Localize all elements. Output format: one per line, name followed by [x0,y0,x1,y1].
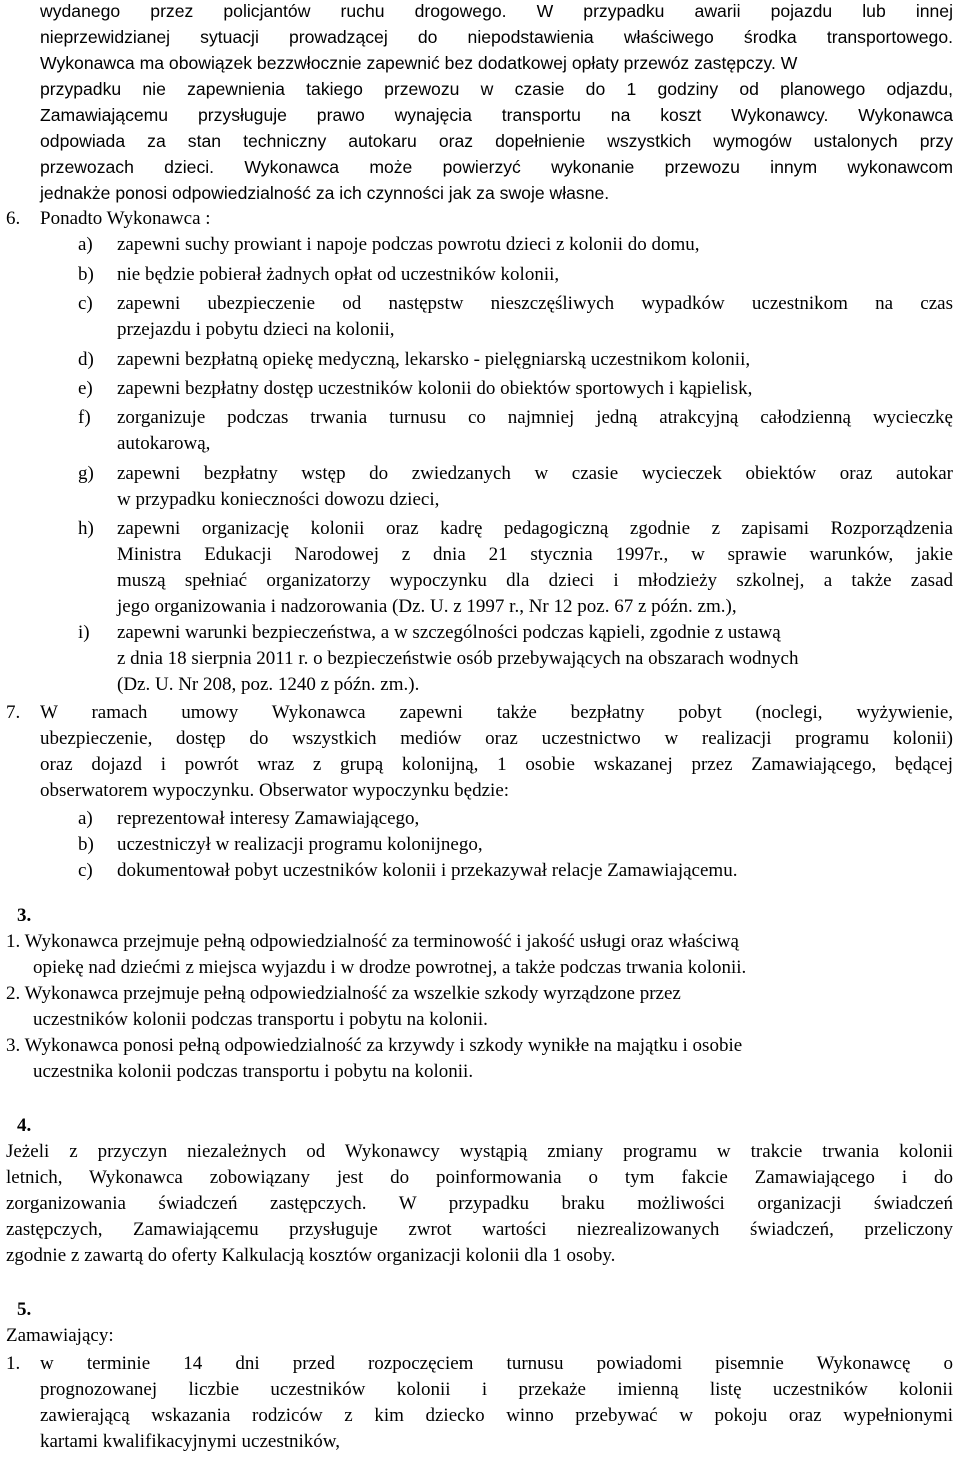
paragraph-line: kartami kwalifikacyjnymi uczestników, [40,1431,341,1452]
list-item: dokumentował pobyt uczestników kolonii i przekazywał relacje Zamawiającemu. [117,860,738,881]
list-item: nie będzie pobierał żadnych opłat od uczestników kolonii, [117,264,560,285]
paragraph-line: zastępczych, Zamawiającemu przysługuje zwrot wartości niezrealizowanych świadczeń, przeliczony [6,1219,953,1240]
paragraph-line: Jeżeli z przyczyn niezależnych od Wykonawcy wystąpią zmiany programu w trakcie trwania kolonii [6,1141,953,1162]
paragraph-line: przewozach dzieci. Wykonawca może powierzyć wykonanie przewozu innym wykonawcom [40,157,953,177]
paragraph-line: zawierającą wskazania rodziców z kim dziecko winno przebywać w pokoju oraz wypełnionymi [40,1405,953,1426]
paragraph-line: jednakże ponosi odpowiedzialność za ich czynności jak za swoje własne. [40,183,610,203]
paragraph-line: ubezpieczenie, dostęp do wszystkich mediów oraz uczestnictwo w realizacji programu kolonii) [40,728,953,749]
paragraph-line: letnich, Wykonawca zobowiązany jest do poinformowania o tym fakcie Zamawiającego i do [6,1167,953,1188]
list-item: zapewni ubezpieczenie od następstw nieszczęśliwych wypadków uczestnikom na czas [117,293,953,314]
list-label: i) [78,622,90,643]
paragraph-line: oraz dojazd i powrót wraz z grupą kolonijną, 1 osobie wskazanej przez Zamawiającego, będącej [40,754,953,775]
paragraph-line: zgodnie z zawartą do oferty Kalkulacją kosztów organizacji kolonii dla 1 osoby. [6,1245,616,1266]
paragraph-line: 2. Wykonawca przejmuje pełną odpowiedzialność za wszelkie szkody wyrządzone przez [6,983,681,1004]
list-item: zorganizuje podczas trwania turnusu co najmniej jedną atrakcyjną całodzienną wycieczkę [117,407,953,428]
list-item: zapewni warunki bezpieczeństwa, a w szczególności podczas kąpieli, zgodnie z ustawą [117,622,781,643]
paragraph-line: nieprzewidzianej sytuacji prowadzącej do niepodstawienia właściwego środka transportowego. [40,27,953,47]
list-item: zapewni bezpłatny dostęp uczestników kolonii do obiektów sportowych i kąpielisk, [117,378,753,399]
list-item: Ministra Edukacji Narodowej z dnia 21 stycznia 1997r., w sprawie warunków, jakie [117,544,953,565]
list-label: b) [78,264,94,285]
list-item: muszą spełniać organizatorzy wypoczynku dla dzieci i młodzieży szkolnej, a także zasad [117,570,953,591]
list-intro: Ponadto Wykonawca : [40,208,211,229]
section-heading: 4. [17,1115,32,1136]
paragraph-line: 1. Wykonawca przejmuje pełną odpowiedzialność za terminowość i jakość usługi oraz właściwą [6,931,739,952]
section-heading: 3. [17,905,32,926]
list-label: a) [78,234,93,255]
list-number: 6. [6,208,21,229]
list-label: d) [78,349,94,370]
list-label: e) [78,378,93,399]
list-item: przejazdu i pobytu dzieci na kolonii, [117,319,395,340]
list-item: autokarową, [117,433,211,454]
paragraph-line: w terminie 14 dni przed rozpoczęciem turnusu powiadomi pisemnie Wykonawcę o [40,1353,953,1374]
list-label: g) [78,463,94,484]
list-number: 1. [6,1353,21,1374]
list-label: b) [78,834,94,855]
paragraph-line: uczestnika kolonii podczas transportu i pobytu na kolonii. [33,1061,474,1082]
paragraph-line: opiekę nad dziećmi z miejsca wyjazdu i w drodze powrotnej, a także podczas trwania kolonii. [33,957,747,978]
list-item: uczestniczył w realizacji programu kolonijnego, [117,834,483,855]
list-label: c) [78,860,93,881]
list-number: 7. [6,702,21,723]
list-label: a) [78,808,93,829]
paragraph-line: Zamawiającemu przysługuje prawo wynajęcia transportu na koszt Wykonawcy. Wykonawca [40,105,953,125]
list-item: zapewni organizację kolonii oraz kadrę pedagogiczną zgodnie z zapisami Rozporządzenia [117,518,953,539]
paragraph-line: odpowiada za stan techniczny autokaru oraz dopełnienie wszystkich wymogów ustalonych przy [40,131,953,151]
list-item: zapewni bezpłatną opiekę medyczną, lekarsko - pielęgniarską uczestnikom kolonii, [117,349,751,370]
paragraph-line: wydanego przez policjantów ruchu drogowego. W przypadku awarii pojazdu lub innej [40,1,953,21]
list-item: zapewni bezpłatny wstęp do zwiedzanych w czasie wycieczek obiektów oraz autokar [117,463,953,484]
list-item: w przypadku konieczności dowozu dzieci, [117,489,440,510]
list-label: c) [78,293,93,314]
list-label: h) [78,518,94,539]
paragraph-line: 3. Wykonawca ponosi pełną odpowiedzialność za krzywdy i szkody wynikłe na majątku i osobie [6,1035,743,1056]
list-label: f) [78,407,91,428]
paragraph-line: zorganizowania świadczeń zastępczych. W przypadku braku możliwości organizacji świadczeń [6,1193,953,1214]
paragraph-line: prognozowanej liczbie uczestników kolonii i przekaże imienną listę uczestników kolonii [40,1379,953,1400]
paragraph-line: przypadku nie zapewnienia takiego przewozu w czasie do 1 godziny od planowego odjazdu, [40,79,953,99]
paragraph-line: obserwatorem wypoczynku. Obserwator wypoczynku będzie: [40,780,510,801]
list-item: zapewni suchy prowiant i napoje podczas powrotu dzieci z kolonii do domu, [117,234,700,255]
paragraph-line: uczestników kolonii podczas transportu i pobytu na kolonii. [33,1009,488,1030]
section-heading: 5. [17,1299,32,1320]
list-item: z dnia 18 sierpnia 2011 r. o bezpieczeństwie osób przebywających na obszarach wodnych [117,648,799,669]
list-item: jego organizowania i nadzorowania (Dz. U. z 1997 r., Nr 12 poz. 67 z późn. zm.), [117,596,737,617]
paragraph-line: Wykonawca ma obowiązek bezzwłocznie zapewnić bez dodatkowej opłaty przewóz zastępczy. W [40,53,798,73]
list-item: (Dz. U. Nr 208, poz. 1240 z późn. zm.). [117,674,420,695]
paragraph-line: W ramach umowy Wykonawca zapewni także bezpłatny pobyt (noclegi, wyżywienie, [40,702,953,723]
section-subheading: Zamawiający: [6,1325,114,1346]
list-item: reprezentował interesy Zamawiającego, [117,808,420,829]
